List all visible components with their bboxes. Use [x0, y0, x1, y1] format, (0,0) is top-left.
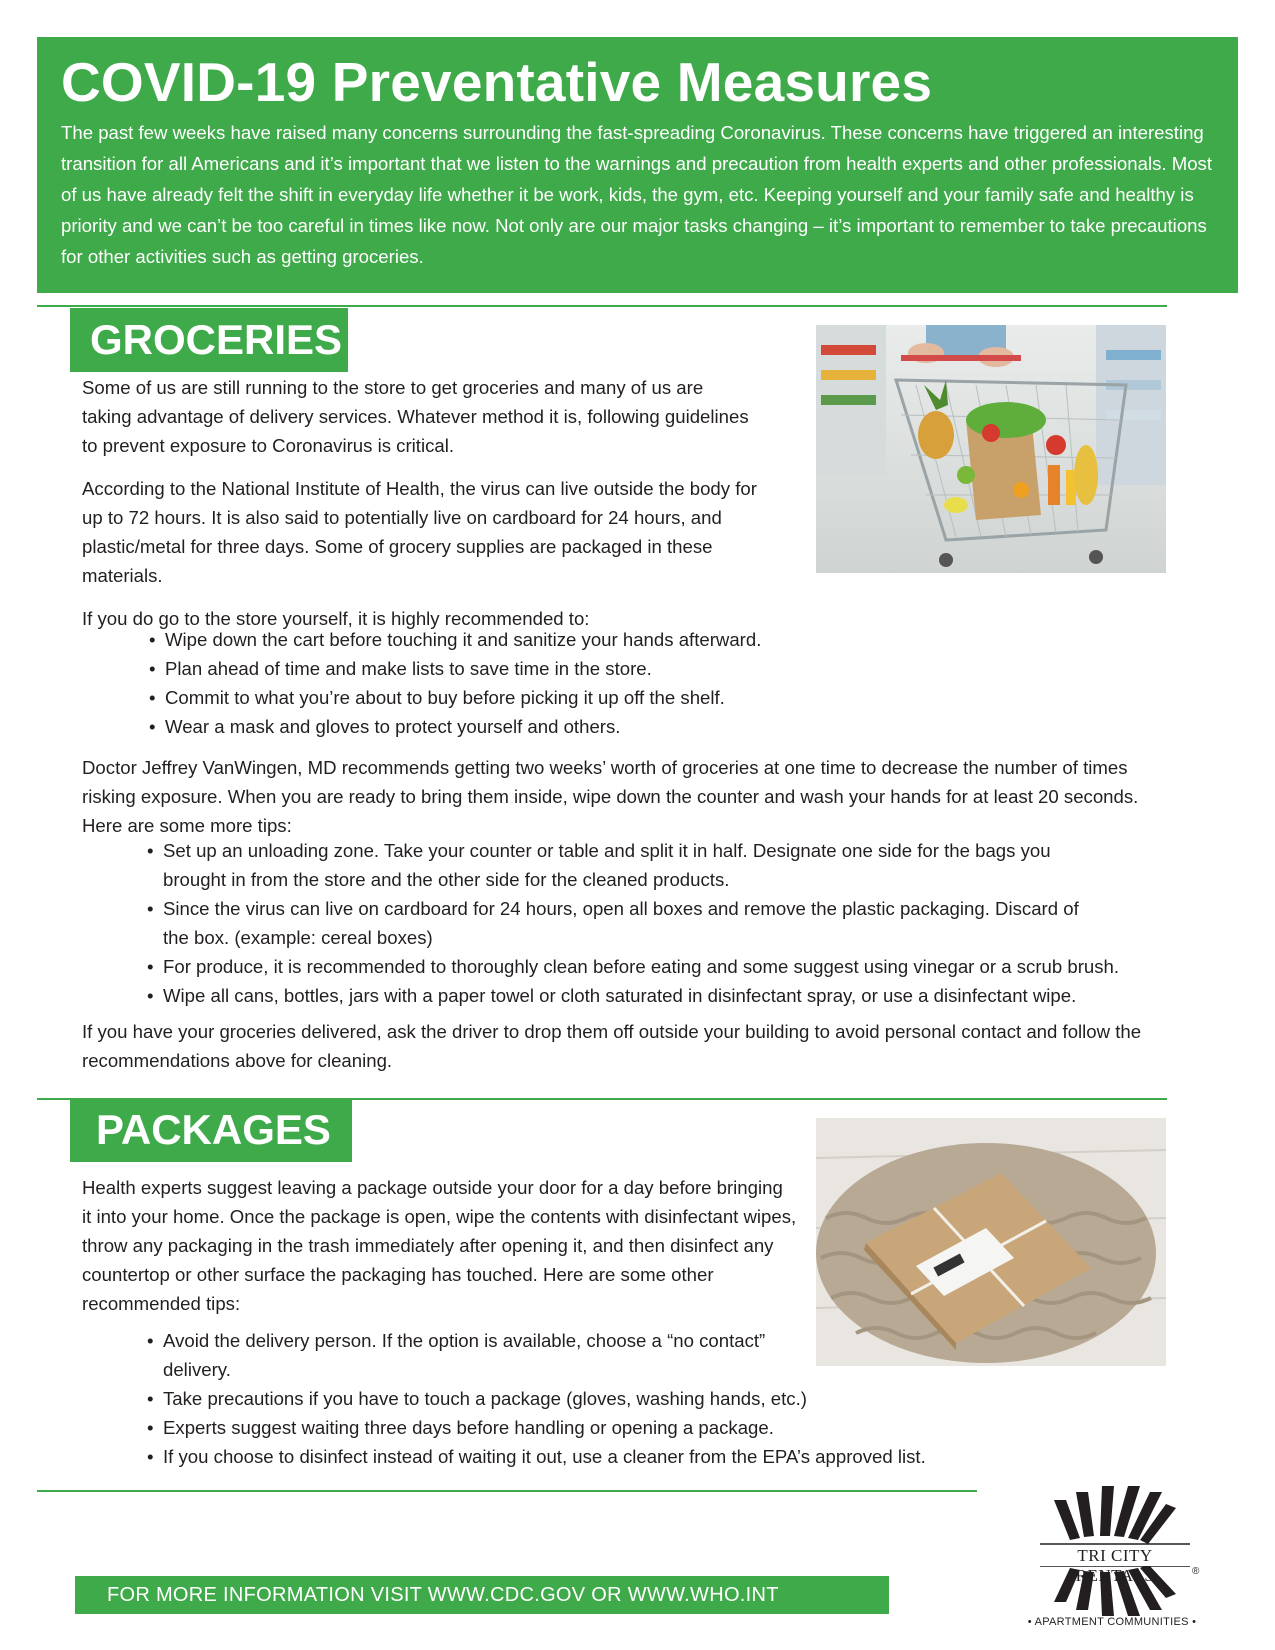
list-item: • Wipe all cans, bottles, jars with a paper towel or cloth saturated in disinfectant spray, or use a disinfectant wipe. — [147, 985, 1077, 1006]
groceries-paragraph-4: Doctor Jeffrey VanWingen, MD recommends getting two weeks’ worth of groceries at one time to decrease the number of times risking exposure. When you are ready to bring them inside, wipe down the counter and wash your hands for at least 20 seconds. Here are some more tips: — [82, 757, 1139, 836]
footer-divider — [37, 1490, 977, 1492]
section-divider — [37, 305, 1167, 307]
packages-paragraph-1: Health experts suggest leaving a package outside your door for a day before bringing it into your home. Once the package is open, wipe the contents with disinfectant wipes, throw any packaging in the trash immediately after opening it, and then disinfect any countertop or other surface the packaging has touched. Here are some other recommended tips: — [82, 1177, 797, 1314]
tri-city-rentals-logo — [1027, 1482, 1240, 1628]
list-item: • Wipe down the cart before touching it and sanitize your hands afterward. — [149, 629, 762, 650]
groceries-body — [82, 373, 762, 633]
store-tips-list — [149, 625, 865, 741]
intro-paragraph: The past few weeks have raised many concerns surrounding the fast-spreading Coronavirus. These concerns have triggered an interesting transition for all Americans and it’s important that we listen to the warnings and precaution from health experts and other professionals. Most of us have already felt the shift in everyday life whether it be work, kids, the gym, etc. Keeping yourself and your family safe and healthy is priority and we can’t be too careful in times like now. Not only are our major tasks changing – it’s important to remember to take precautions for other activities such as getting groceries. — [61, 122, 1213, 267]
footer-banner: FOR MORE INFORMATION VISIT WWW.CDC.GOV OR WWW.WHO.INT — [75, 1576, 889, 1614]
grocery-cart-photo — [816, 325, 1166, 573]
list-item: • Avoid the delivery person. If the option is available, choose a “no contact” delivery. — [147, 1330, 766, 1380]
package-tips-list — [147, 1326, 983, 1471]
list-item: • Experts suggest waiting three days before handling or opening a package. — [147, 1417, 774, 1438]
list-item: • Take precautions if you have to touch a package (gloves, washing hands, etc.) — [147, 1388, 807, 1409]
logo-tagline: • APARTMENT COMMUNITIES • — [1027, 1616, 1197, 1628]
list-item: • If you choose to disinfect instead of waiting it out, use a cleaner from the EPA’s approved list. — [147, 1446, 926, 1467]
groceries-paragraph-5: If you have your groceries delivered, ask the driver to drop them off outside your building to avoid personal contact and follow the recommendations above for cleaning. — [82, 1021, 1142, 1071]
packages-heading: PACKAGES — [70, 1098, 352, 1162]
list-item: • Wear a mask and gloves to protect yourself and others. — [149, 716, 621, 737]
list-item: • For produce, it is recommended to thoroughly clean before eating and some suggest using vinegar or a scrub brush. — [147, 956, 1120, 977]
list-item: • Since the virus can live on cardboard for 24 hours, open all boxes and remove the plastic packaging. Discard of the box. (example: cereal boxes) — [147, 898, 1079, 948]
header-banner — [37, 37, 1238, 293]
groceries-heading: GROCERIES — [70, 308, 348, 372]
registered-mark: ® — [1192, 1566, 1200, 1577]
home-tips-list — [147, 836, 1173, 1010]
groceries-paragraph-1: Some of us are still running to the store to get groceries and many of us are taking advantage of delivery services. Whatever method it is, following guidelines to prevent exposure to Coronavirus is critical. — [82, 377, 749, 456]
groceries-paragraph-2: According to the National Institute of Health, the virus can live outside the body for up to 72 hours. It is also said to potentially live on cardboard for 24 hours, and plastic/metal for three days. Some of grocery supplies are packaged in these materials. — [82, 478, 757, 586]
list-item: • Set up an unloading zone. Take your counter or table and split it in half. Designate one side for the bags you brought in from the store and the other side for the cleaned products. — [147, 840, 1051, 890]
logo-wordmark: TRI CITY RENTALS — [1040, 1546, 1190, 1566]
list-item: • Commit to what you’re about to buy before picking it up off the shelf. — [149, 687, 725, 708]
page-title: COVID-19 Preventative Measures — [61, 51, 933, 113]
list-item: • Plan ahead of time and make lists to save time in the store. — [149, 658, 652, 679]
groceries-paragraph-3: If you do go to the store yourself, it is highly recommended to: — [82, 608, 590, 629]
